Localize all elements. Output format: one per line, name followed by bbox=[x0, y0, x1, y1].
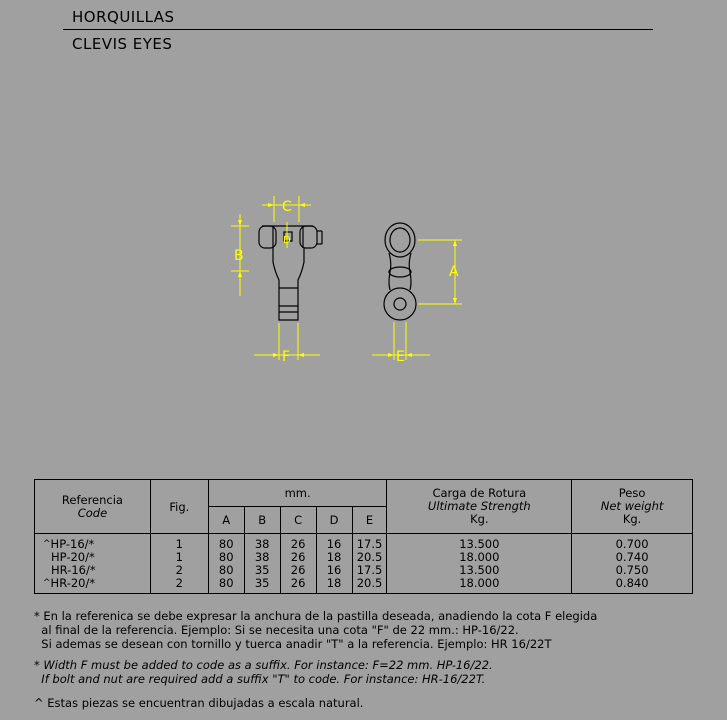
note-es-1: * En la referenica se debe expresar la anchura de la pastilla deseada, anadiendo la cota F elegida bbox=[34, 609, 598, 623]
header-col-a: A bbox=[208, 507, 244, 534]
dim-a-value: 80 bbox=[218, 549, 234, 564]
code-value: HP-20/* bbox=[51, 549, 95, 564]
fig-value: 1 bbox=[175, 536, 183, 551]
code-cell: ^HP-16/* HP-20/* HR-16/* ^HR-20/* bbox=[35, 534, 151, 594]
code-value: HR-16/* bbox=[51, 562, 96, 577]
dim-label-d: D bbox=[283, 235, 291, 246]
dim-a-value: 80 bbox=[218, 536, 234, 551]
weight-cell bbox=[572, 534, 693, 594]
dim-a-cell bbox=[208, 534, 244, 594]
fig-value: 1 bbox=[175, 549, 183, 564]
code-value: HR-20/* bbox=[50, 575, 96, 590]
header-reference-es: Referencia bbox=[61, 492, 123, 507]
dim-e-value: 20.5 bbox=[356, 549, 383, 564]
header-reference-en: Code bbox=[77, 505, 108, 520]
dim-b-value: 35 bbox=[254, 575, 270, 590]
header-weight-en: Net weight bbox=[600, 499, 664, 513]
dim-d-value: 18 bbox=[326, 549, 342, 564]
table-row bbox=[35, 534, 693, 594]
load-value: 18.000 bbox=[459, 549, 500, 564]
dim-e-cell bbox=[352, 534, 387, 594]
dim-c-value: 26 bbox=[290, 575, 306, 590]
dim-d-value: 16 bbox=[326, 536, 342, 551]
header-col-e: E bbox=[352, 507, 387, 534]
load-cell bbox=[387, 534, 572, 594]
dim-b-cell bbox=[244, 534, 280, 594]
header-load-unit: Kg. bbox=[470, 512, 489, 526]
title-english: CLEVIS EYES bbox=[72, 35, 173, 53]
header-load-en: Ultimate Strength bbox=[427, 499, 531, 513]
header-weight bbox=[572, 480, 693, 534]
dim-d-value: 16 bbox=[326, 562, 342, 577]
load-value: 13.500 bbox=[459, 536, 500, 551]
fig-value: 2 bbox=[175, 575, 183, 590]
header-fig: Fig. bbox=[150, 480, 208, 534]
load-value: 18.000 bbox=[459, 575, 500, 590]
dim-label-b: B bbox=[234, 248, 244, 264]
header-reference bbox=[35, 480, 151, 534]
dim-d-cell bbox=[316, 534, 352, 594]
dimension-lines bbox=[231, 196, 462, 360]
header-weight-unit: Kg. bbox=[622, 512, 642, 526]
spec-table bbox=[34, 479, 693, 594]
header-col-b: B bbox=[244, 507, 280, 534]
dim-label-a: A bbox=[449, 264, 459, 280]
dim-label-c: C bbox=[282, 199, 292, 215]
dim-a-value: 80 bbox=[218, 575, 234, 590]
dim-e-value: 17.5 bbox=[356, 536, 383, 551]
note-es-3: Si ademas se desean con tornillo y tuerca anadir "T" a la referencia. Ejemplo: HR 16/22T bbox=[34, 637, 552, 651]
title-spanish: HORQUILLAS bbox=[72, 8, 175, 26]
header-col-d: D bbox=[316, 507, 352, 534]
fig-value: 2 bbox=[175, 562, 183, 577]
twisted-eye-figure-2 bbox=[384, 223, 416, 320]
dim-e-value: 20.5 bbox=[356, 575, 383, 590]
weight-value: 0.740 bbox=[615, 549, 649, 564]
note-es-2: al final de la referencia. Ejemplo: Si se necesita una cota "F" de 22 mm.: HP-16/22. bbox=[34, 623, 519, 637]
weight-value: 0.700 bbox=[615, 536, 649, 551]
dim-label-f: F bbox=[282, 349, 291, 365]
dim-a-value: 80 bbox=[218, 562, 234, 577]
header-load bbox=[387, 480, 572, 534]
fig-cell bbox=[150, 534, 208, 594]
dim-e-value: 17.5 bbox=[356, 562, 383, 577]
dim-label-e: E bbox=[396, 349, 405, 365]
note-en-1: * Width F must be added to code as a suffix. For instance: F=22 mm. HP-16/22. bbox=[34, 658, 493, 672]
header-col-c: C bbox=[280, 507, 316, 534]
dim-d-value: 18 bbox=[326, 575, 342, 590]
dim-c-cell bbox=[280, 534, 316, 594]
dim-c-value: 26 bbox=[290, 562, 306, 577]
dim-b-value: 38 bbox=[254, 549, 270, 564]
dim-c-value: 26 bbox=[290, 536, 306, 551]
weight-value: 0.840 bbox=[615, 575, 649, 590]
dim-b-value: 35 bbox=[254, 562, 270, 577]
dim-b-value: 38 bbox=[254, 536, 270, 551]
weight-value: 0.750 bbox=[615, 562, 649, 577]
note-scale: ^ Estas piezas se encuentran dibujadas a escala natural. bbox=[34, 696, 364, 710]
header-weight-es: Peso bbox=[618, 486, 646, 500]
header-mm: mm. bbox=[208, 480, 387, 507]
load-value: 13.500 bbox=[459, 562, 500, 577]
code-value: HP-16/* bbox=[50, 536, 95, 551]
note-en-2: If bolt and nut are required add a suffix "T" to code. For instance: HR-16/22T. bbox=[34, 672, 486, 686]
header-load-es: Carga de Rotura bbox=[432, 486, 527, 500]
dim-c-value: 26 bbox=[290, 549, 306, 564]
